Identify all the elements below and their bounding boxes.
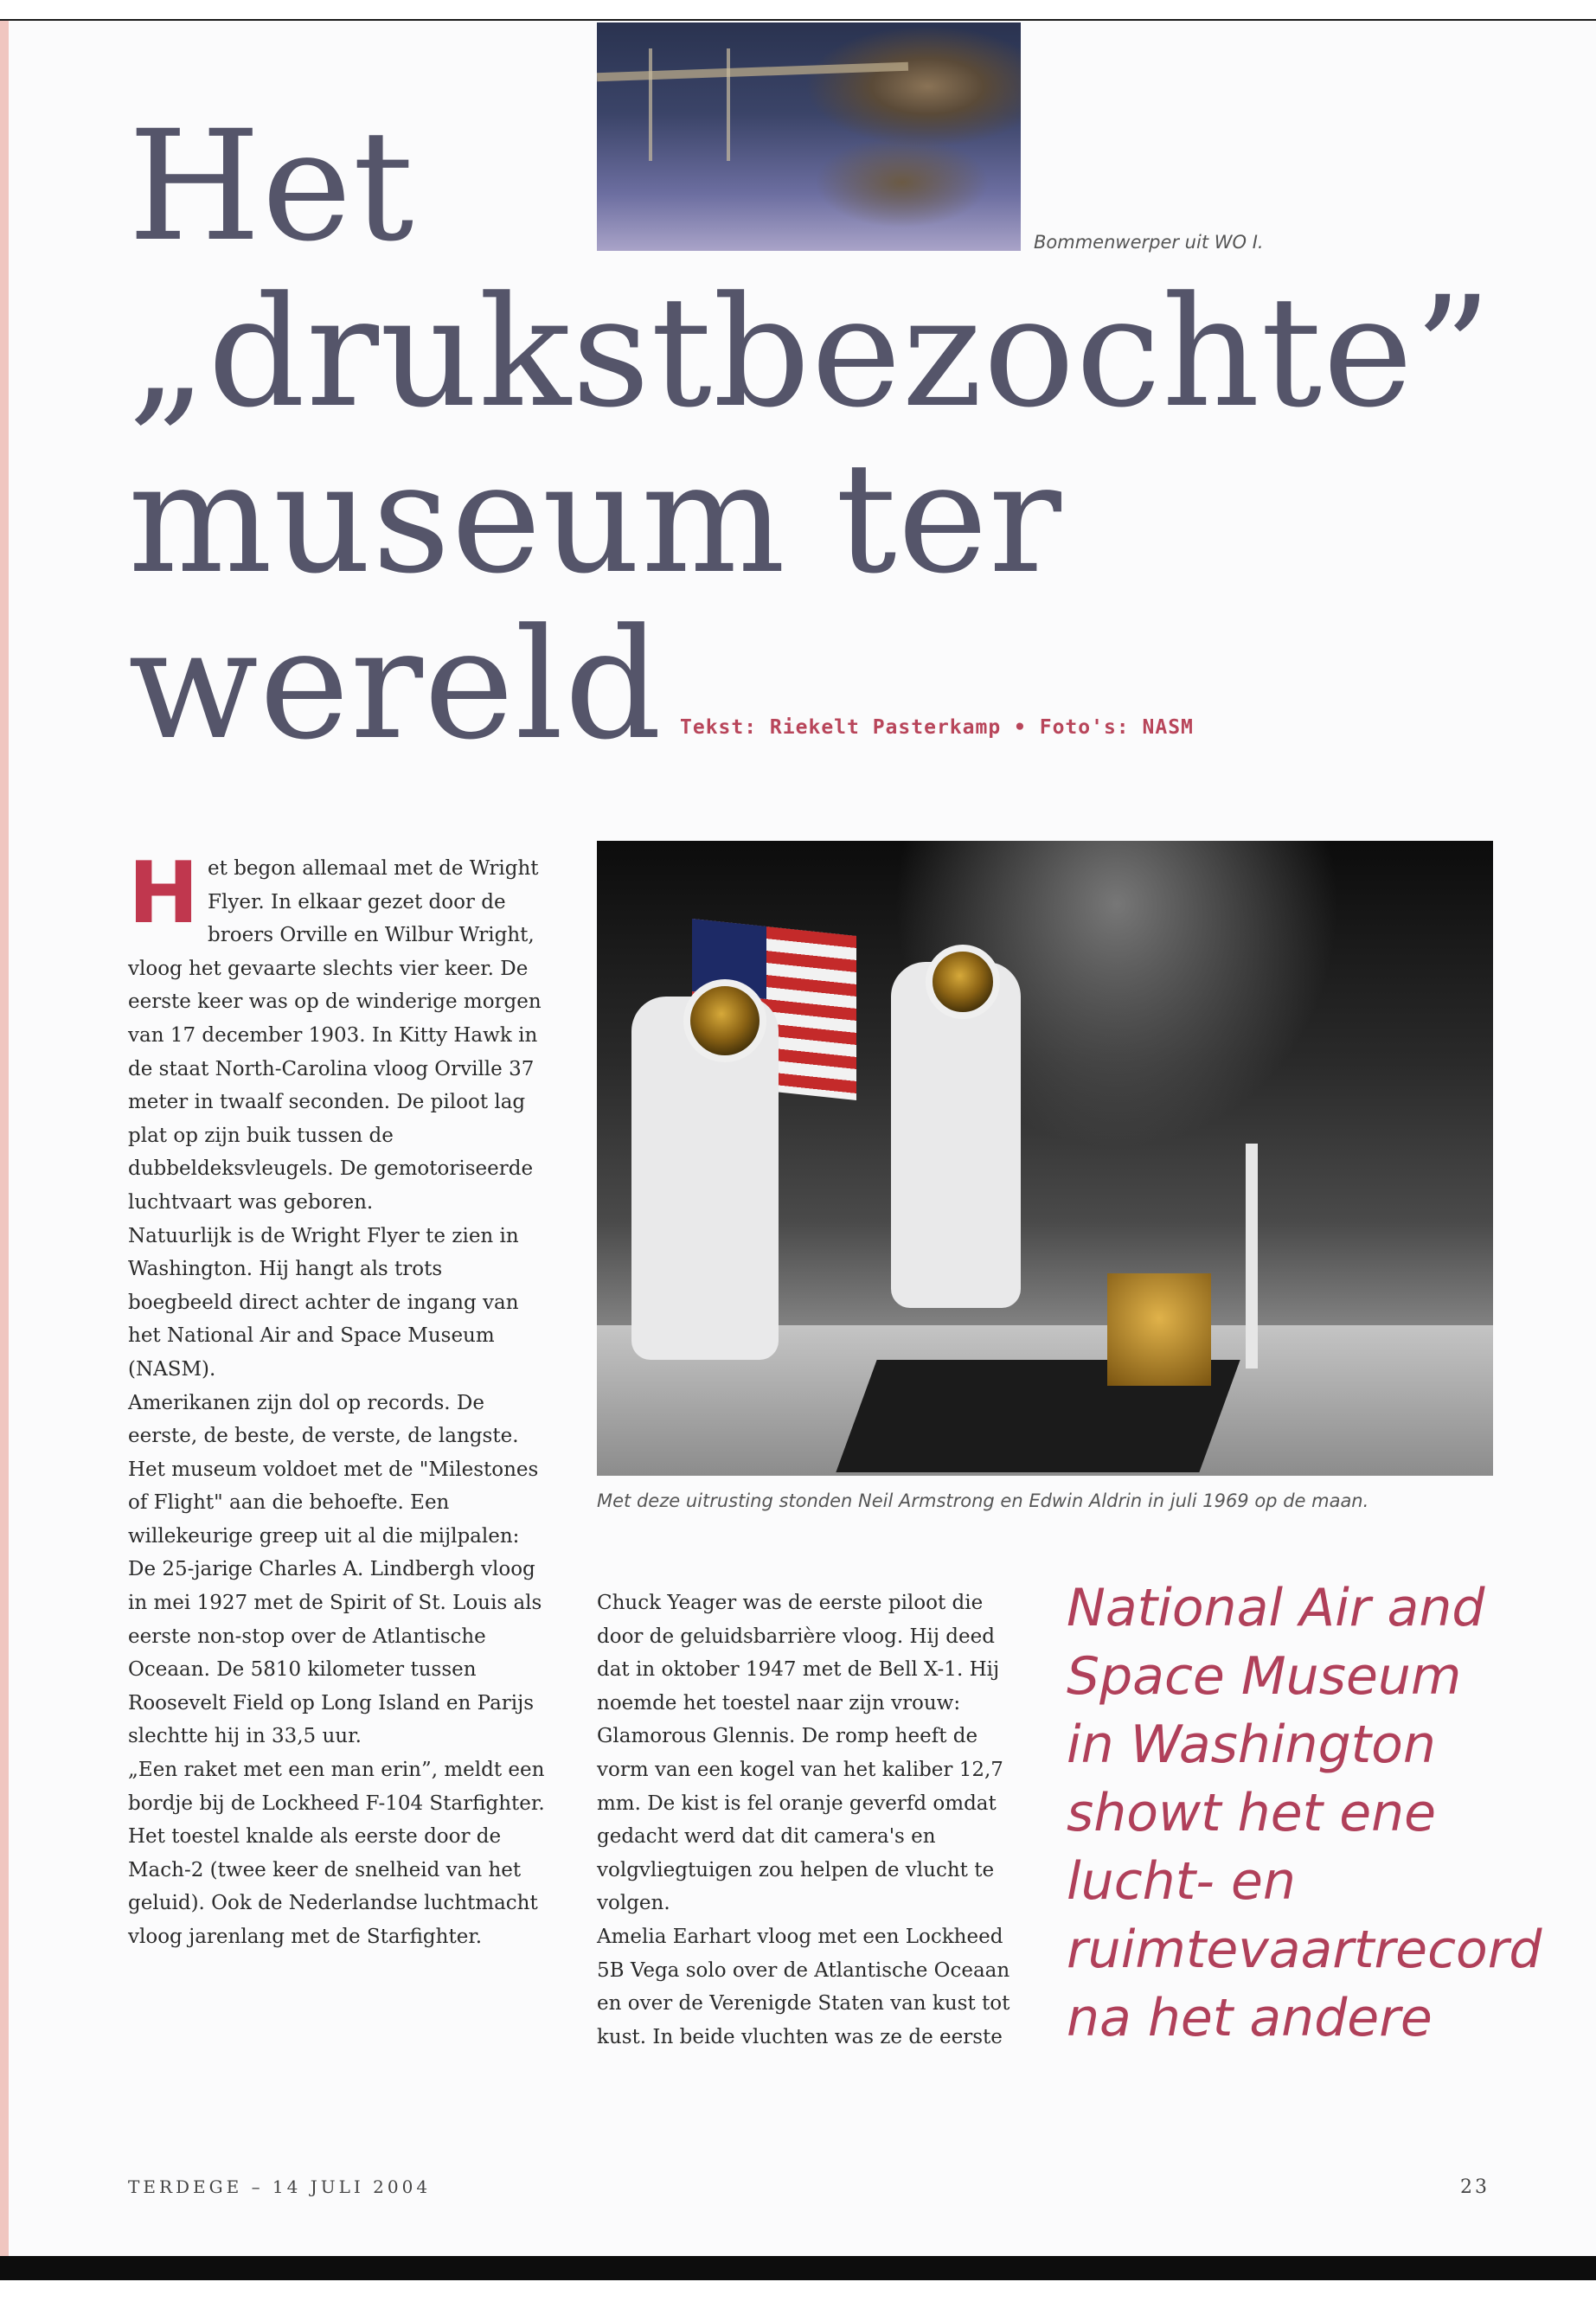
wing-strut	[727, 48, 730, 161]
biplane-wing	[597, 62, 908, 82]
dropcap: H	[128, 844, 200, 943]
page-edge	[0, 21, 9, 2256]
bomber-photo	[597, 22, 1021, 251]
byline: Tekst: Riekelt Pasterkamp • Foto's: NASM	[680, 716, 1194, 739]
paragraph: Chuck Yeager was de eerste piloot die door de geluidsbarrière vloog. Hij deed dat in oktober 1947 met de Bell X-1. Hij noemde het toestel naar zijn vrouw: Glamorous Glennis. De romp heeft de vorm van een kogel van het kaliber 12,7 mm. De kist is fel oranje geverfd omdat gedacht werd dat dit camera's en volgvliegtuigen zou helpen de vlucht te volgen.	[597, 1592, 1003, 1915]
title-line-1: Het	[128, 98, 415, 275]
astronaut-helmet	[926, 945, 1000, 1019]
photo-caption-main: Met deze uitrusting stonden Neil Armstrong en Edwin Aldrin in juli 1969 op de maan.	[597, 1490, 1369, 1511]
title-line-3: museum ter	[128, 430, 1062, 607]
intro-text: et begon allemaal met de Wright Flyer. In elkaar gezet door de broers Orville en Wilbur Wright, vloog het gevaarte slechts vier keer. De eerste keer was op de winderige morgen van 17 december 1903. In Kitty Hawk in de staat North-Carolina vloog Orville 37 meter in twaalf seconden. De piloot lag plat op zijn buik tussen de dubbeldeksvleugels. De gemotoriseerde luchtvaart was geboren.	[128, 857, 542, 1214]
paragraph: Amelia Earhart vloog met een Lockheed 5B Vega solo over de Atlantische Oceaan en over de Verenigde Staten van kust tot kust. In beide vluchten was ze de eerste	[597, 1925, 1010, 2048]
antenna-pole	[1246, 1144, 1258, 1368]
publication-footer: TERDEGE – 14 JULI 2004	[128, 2176, 432, 2197]
paragraph: „Een raket met een man erin”, meldt een bordje bij de Lockheed F-104 Starfighter. Het toestel knalde als eerste door de Mach-2 (twee keer de snelheid van het geluid). Ook de Nederlandse luchtmacht vloog jarenlang met de Starfighter.	[128, 1759, 545, 1948]
paragraph: De 25-jarige Charles A. Lindbergh vloog in mei 1927 met de Spirit of St. Louis als eerste non-stop over de Atlantische Oceaan. De 5810 kilometer tussen Roosevelt Field op Long Island en Parijs slechtte hij in 33,5 uur.	[128, 1558, 542, 1748]
pull-quote: National Air and Space Museum in Washington showt het ene lucht- en ruimtevaartrecord na het andere	[1067, 1578, 1542, 2048]
article-column-2	[597, 1586, 1021, 2054]
wing-strut	[649, 48, 652, 161]
astronaut-helmet	[683, 979, 766, 1062]
bottom-border	[0, 2256, 1596, 2280]
title-line-2: „drukstbezochte”	[128, 264, 1493, 441]
paragraph: Amerikanen zijn dol op records. De eerste, de beste, de verste, de langste. Het museum voldoet met de "Milestones of Flight" aan die behoefte. Een willekeurige greep uit al die mijlpalen:	[128, 1391, 539, 1548]
paragraph: Natuurlijk is de Wright Flyer te zien in Washington. Hij hangt als trots boegbeeld direct achter de ingang van het National Air and Space Museum (NASM).	[128, 1224, 519, 1381]
article-column-1	[128, 844, 552, 1954]
photo-caption-top: Bommenwerper uit WO I.	[1034, 232, 1264, 253]
lunar-module-part	[1107, 1273, 1211, 1386]
title-line-4: wereld	[128, 596, 663, 773]
apollo-exhibit-photo	[597, 841, 1493, 1476]
intro-paragraph	[128, 844, 552, 1220]
page-number: 23	[1460, 2176, 1490, 2198]
